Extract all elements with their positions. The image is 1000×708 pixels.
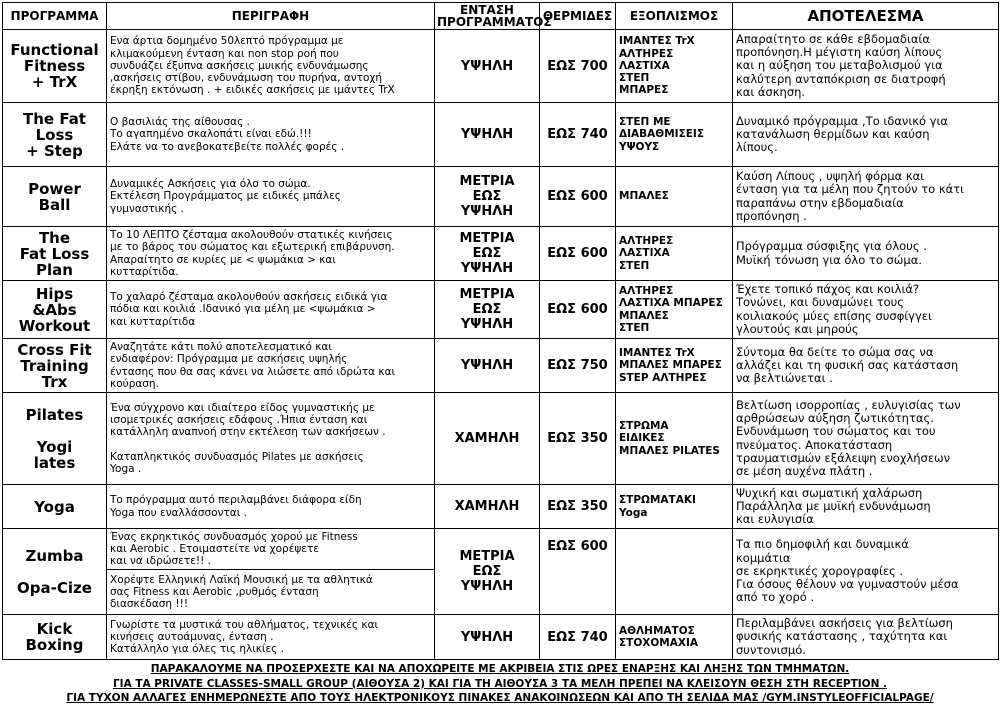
program-equipment: ΙΜΑΝΤΕΣ TrX ΜΠΑΛΕΣ ΜΠΑΡΕΣ STEP ΑΛΤΗΡΕΣ	[616, 339, 733, 393]
table-row	[3, 227, 999, 281]
program-name: Pilates Yogi lates	[3, 393, 107, 485]
program-name: The Fat Loss Plan	[3, 227, 107, 281]
footer-line: ΓΙΑ ΤΥΧΟΝ ΑΛΛΑΓΕΣ ΕΝΗΜΕΡΩΝΕΣΤΕ ΑΠΟ ΤΟΥΣ ΗΛΕΚΤΡΟΝΙΚΟΥΣ ΠΙΝΑΚΕΣ ΑΝΑΚΟΙΝΩΣΕΩΝ ΚΑΙ ΑΠΟ ΤΗ ΣΕΛΙΔΑ ΜΑΣ /GYM.INSTYLEOFFICIALPAGE/	[66, 692, 934, 704]
header-calories: ΘΕΡΜΙΔΕΣ	[540, 3, 616, 30]
header-equipment: ΕΞΟΠΛΙΣΜΟΣ	[616, 3, 733, 30]
program-equipment: ΑΛΤΗΡΕΣ ΛΑΣΤΙΧΑ ΜΠΑΡΕΣ ΜΠΑΛΕΣ ΣΤΕΠ	[616, 281, 733, 339]
program-result: Έχετε τοπικό πάχος και κοιλιά? Τονώνει, και δυναμώνει τους κοιλιακούς μύες επίσης συσφίγγει γλουτούς και μηρούς	[733, 281, 999, 339]
program-calories: ΕΩΣ 750	[540, 339, 616, 393]
program-result: Απαραίτητο σε κάθε εβδομαδιαία προπόνηση.Η μέγιστη καύση λίπους και η αύξηση του μεταβολισμού για καλύτερη ανταπόκριση σε διατροφή και άσκηση.	[733, 30, 999, 103]
program-description: Ενα άρτια δομημένο 50λεπτό πρόγραμμα με κλιμακούμενη ένταση και non stop ροή που συνδυάζει έξυπνα ασκήσεις μυικής ενδυνάμωσης ,ασκήσεις στίβου, ενδυνάμωση του πυρήνα, αντοχή έκρηξη εκτόνωση . + ειδικές ασκήσεις με ιμάντες TrX	[107, 30, 435, 103]
program-description: Δυναμικές Ασκήσεις για όλο το σώμα. Εκτέλεση Προγράμματος με ειδικές μπάλες γυμναστικής .	[107, 167, 435, 227]
program-name: Functional Fitness + TrX	[3, 30, 107, 103]
program-intensity: ΧΑΜΗΛΗ	[435, 393, 540, 485]
table-row	[3, 281, 999, 339]
footer-notice	[2, 662, 998, 706]
program-description: Γνωρίστε τα μυστικά του αθλήματος, τεχνικές και κινήσεις αυτοάμυνας, ένταση . Κατάλληλο για όλες τις ηλικίες .	[107, 615, 435, 660]
header-result: ΑΠΟΤΕΛΕΣΜΑ	[733, 3, 999, 30]
program-intensity: ΜΕΤΡΙΑ ΕΩΣ ΥΨΗΛΗ	[435, 281, 540, 339]
program-equipment: ΙΜΑΝΤΕΣ TrX ΑΛΤΗΡΕΣ ΛΑΣΤΙΧΑ ΣΤΕΠ ΜΠΑΡΕΣ	[616, 30, 733, 103]
program-result: Τα πιο δημοφιλή και δυναμικά κομμάτια σε εκρηκτικές χορογραφίες . Για όσους θέλουν να γυμναστούν μέσα από το χορό .	[733, 529, 999, 615]
table-row	[3, 30, 999, 103]
header-program: ΠΡΟΓΡΑΜΜΑ	[3, 3, 107, 30]
header-row	[3, 3, 999, 30]
program-table	[2, 2, 999, 660]
footer-line: ΓΙΑ ΤΑ PRIVATE CLASSES-SMALL GROUP (ΑΙΘΟΥΣΑ 2) ΚΑΙ ΓΙΑ ΤΗ ΑΙΘΟΥΣΑ 3 ΤΑ ΜΕΛΗ ΠΡΕΠΕΙ ΝΑ ΚΛΕΙΣΟΥΝ ΘΕΣΗ ΣΤΗ RECEPTION .	[112, 677, 887, 690]
program-result: Περιλαμβάνει ασκήσεις για βελτίωση φυσικής κατάστασης , ταχύτητα και συντονισμό.	[733, 615, 999, 660]
program-intensity: ΥΨΗΛΗ	[435, 339, 540, 393]
program-description: Ο βασιλιάς της αίθουσας . Το αγαπημένο σκαλοπάτι είναι εδώ.!!! Ελάτε να το ανεβοκατεβείτε πολλές φορές .	[107, 103, 435, 167]
program-intensity: ΜΕΤΡΙΑ ΕΩΣ ΥΨΗΛΗ	[435, 529, 540, 615]
program-intensity: ΥΨΗΛΗ	[435, 615, 540, 660]
program-equipment: ΣΤΕΠ ΜΕ ΔΙΑΒΑΘΜΙΣΕΙΣ ΥΨΟΥΣ	[616, 103, 733, 167]
program-name: The Fat Loss + Step	[3, 103, 107, 167]
program-name: Zumba Opa-Cize	[3, 529, 107, 615]
program-equipment: ΣΤΡΩΜΑ ΕΙΔΙΚΕΣ ΜΠΑΛΕΣ PILATES	[616, 393, 733, 485]
program-result: Σύντομα θα δείτε το σώμα σας να αλλάζει και τη φυσική σας κατάσταση να βελτιώνεται .	[733, 339, 999, 393]
footer-line: ΠΑΡΑΚΑΛΟΥΜΕ ΝΑ ΠΡΟΣΕΡΧΕΣΤΕ ΚΑΙ ΝΑ ΑΠΟΧΩΡΕΙΤΕ ΜΕ ΑΚΡΙΒΕΙΑ ΣΤΙΣ ΩΡΕΣ ΕΝΑΡΞΗΣ ΚΑΙ ΛΗΞΗΣ ΤΩΝ ΤΜΗΜΑΤΩΝ.	[150, 663, 850, 675]
program-name: Cross Fit Training Trx	[3, 339, 107, 393]
program-calories: ΕΩΣ 600	[540, 227, 616, 281]
program-intensity: ΥΨΗΛΗ	[435, 103, 540, 167]
table-row	[3, 615, 999, 660]
program-result: Δυναμικό πρόγραμμα ,Το ιδανικό για κατανάλωση θερμίδων και καύση λίπους.	[733, 103, 999, 167]
program-description: Ένα σύγχρονο και ιδιαίτερο είδος γυμναστικής με ισομετρικές ασκήσεις εδάφους .Ήπια ένταση και κατάλληλη αναπνοή στην εκτέλεση των ασκήσεων . Καταπληκτικός συνδυασμός Pilates με ασκήσεις Yoga .	[107, 393, 435, 485]
program-calories: ΕΩΣ 740	[540, 615, 616, 660]
table-row	[3, 167, 999, 227]
header-intensity: ΕΝΤΑΣΗ ΠΡΟΓΡΑΜΜΑΤΟΣ	[435, 3, 540, 30]
table-row	[3, 485, 999, 529]
program-description: Το 10 ΛΕΠΤΟ ζέσταμα ακολουθούν στατικές κινήσεις με το βάρος του σώματος και εξωτερική επιβάρυνση. Απαραίτητο σε κυρίες με < ψωμάκια > και κυτταρίτιδα.	[107, 227, 435, 281]
program-equipment: ΑΛΤΗΡΕΣ ΛΑΣΤΙΧΑ ΣΤΕΠ	[616, 227, 733, 281]
program-calories: ΕΩΣ 350	[540, 485, 616, 529]
program-result: Καύση Λίπους , υψηλή φόρμα και ένταση για τα μέλη που ζητούν το κάτι παραπάνω στην εβδομαδιαία προπόνηση .	[733, 167, 999, 227]
program-name: Yoga	[3, 485, 107, 529]
program-name: Hips &Abs Workout	[3, 281, 107, 339]
header-description: ΠΕΡΙΓΡΑΦΗ	[107, 3, 435, 30]
program-description: Αναζητάτε κάτι πολύ αποτελεσματικό και ενδιαφέρον: Πρόγραμμα με ασκήσεις υψηλής έντασης που θα σας κάνει να λιώσετε από ιδρώτα και κούραση.	[107, 339, 435, 393]
program-calories: ΕΩΣ 350	[540, 393, 616, 485]
table-row	[3, 393, 999, 485]
program-equipment: ΑΘΛΗΜΑΤΟΣ ΣΤΟΧΟΜΑΧΙΑ	[616, 615, 733, 660]
program-description: Το πρόγραμμα αυτό περιλαμβάνει διάφορα είδη Yoga που εναλλάσσονται .	[107, 485, 435, 529]
program-equipment	[616, 529, 733, 615]
program-result: Βελτίωση ισορροπίας , ευλυγισίας των αρθρώσεων αύξηση ζωτικότητας. Ενδυνάμωση του σώματος και του πνεύματος. Αποκατάσταση τραυματισμών εξάλειψη ενοχλήσεων σε μέση αυχένα πλάτη .	[733, 393, 999, 485]
program-intensity: ΥΨΗΛΗ	[435, 30, 540, 103]
program-intensity: ΧΑΜΗΛΗ	[435, 485, 540, 529]
program-intensity: ΜΕΤΡΙΑ ΕΩΣ ΥΨΗΛΗ	[435, 167, 540, 227]
program-description: Ένας εκρηκτικός συνδυασμός χορού με Fitness και Aerobic . Ετοιμαστείτε να χορέψετε και να ιδρώσετε!! .	[107, 529, 435, 570]
program-result: Ψυχική και σωματική χαλάρωση Παράλληλα με μυϊκή ενδυνάμωση και ευλυγισία	[733, 485, 999, 529]
table-row	[3, 529, 999, 570]
program-equipment: ΜΠΑΛΕΣ	[616, 167, 733, 227]
program-calories: ΕΩΣ 600	[540, 529, 616, 615]
program-description: Χορέψτε Ελληνική Λαϊκή Μουσική με τα αθλητικά σας Fitness και Aerobic ,ρυθμός ένταση διασκέδαση !!!	[107, 570, 435, 615]
program-name: Kick Boxing	[3, 615, 107, 660]
program-description: Το χαλαρό ζέσταμα ακολουθούν ασκήσεις ειδικά για πόδια και κοιλιά .Ιδανικό για μέλη με <ψωμάκια > και κυτταρίτιδα	[107, 281, 435, 339]
program-calories: ΕΩΣ 600	[540, 281, 616, 339]
table-row	[3, 339, 999, 393]
table-row	[3, 103, 999, 167]
program-calories: ΕΩΣ 600	[540, 167, 616, 227]
program-name: Power Ball	[3, 167, 107, 227]
program-result: Πρόγραμμα σύσφιξης για όλους . Μυϊκή τόνωση για όλο το σώμα.	[733, 227, 999, 281]
program-intensity: ΜΕΤΡΙΑ ΕΩΣ ΥΨΗΛΗ	[435, 227, 540, 281]
program-equipment: ΣΤΡΩΜΑΤΑΚΙ Yoga	[616, 485, 733, 529]
program-calories: ΕΩΣ 740	[540, 103, 616, 167]
program-calories: ΕΩΣ 700	[540, 30, 616, 103]
